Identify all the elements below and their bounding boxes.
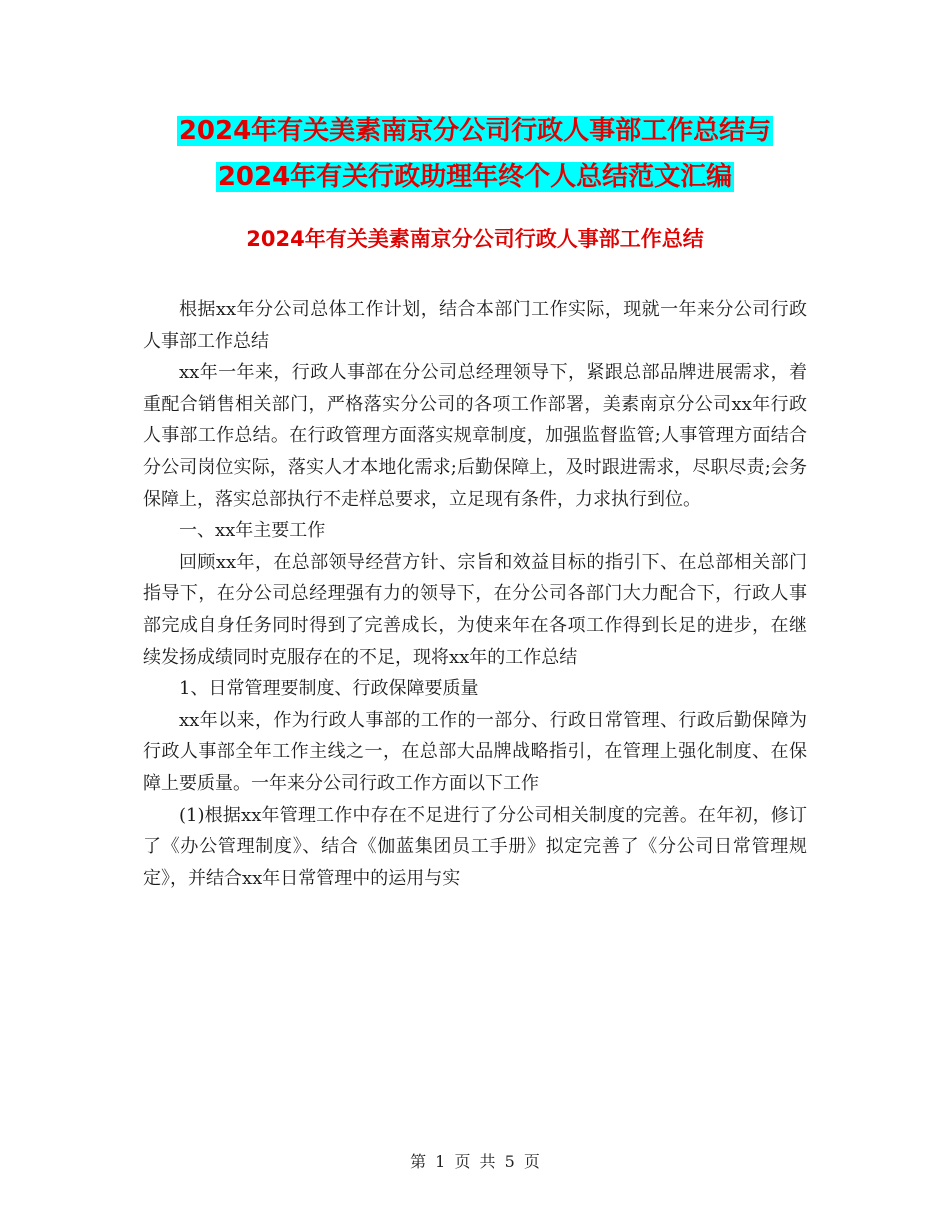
paragraph-3: 一、xx年主要工作 bbox=[179, 520, 326, 542]
main-title-line-1: 2024年有关美素南京分公司行政人事部工作总结与 bbox=[178, 116, 772, 146]
main-title-line-2: 2024年有关行政助理年终个人总结范文汇编 bbox=[217, 162, 733, 192]
page-footer: 第 1 页 共 5 页 bbox=[410, 1152, 540, 1171]
paragraph-1: 根据xx年分公司总体工作计划，结合本部门工作实际，现就一年来分公司行政人事部工作总结 bbox=[143, 299, 807, 352]
paragraph-7: (1)根据xx年管理工作中存在不足进行了分公司相关制度的完善。在年初，修订了《办公管理制度》、结合《伽蓝集团员工手册》拟定完善了《分公司日常管理规定》，并结合xx年日常管理中的运用与实 bbox=[143, 804, 807, 889]
paragraph-6: xx年以来，作为行政人事部的工作的一部分、行政日常管理、行政后勤保障为行政人事部全年工作主线之一，在总部大品牌战略指引，在管理上强化制度、在保障上要质量。一年来分公司行政工作方面以下工作 bbox=[143, 709, 807, 794]
paragraph-4: 回顾xx年，在总部领导经营方针、宗旨和效益目标的指引下、在总部相关部门指导下，在分公司总经理强有力的领导下，在分公司各部门大力配合下，行政人事部完成自身任务同时得到了完善成长，为使来年在各项工作得到长足的进步，在继续发扬成绩同时克服存在的不足，现将xx年的工作总结 bbox=[143, 551, 807, 668]
main-title bbox=[140, 108, 810, 200]
paragraph-2: xx年一年来，行政人事部在分公司总经理领导下，紧跟总部品牌进展需求，着重配合销售相关部门，严格落实分公司的各项工作部署，美素南京分公司xx年行政人事部工作总结。在行政管理方面落实规章制度，加强监督监管;人事管理方面结合分公司岗位实际，落实人才本地化需求;后勤保障上，及时跟进需求，尽职尽责;会务保障上，落实总部执行不走样总要求，立足现有条件，力求执行到位。 bbox=[143, 362, 808, 510]
body-text bbox=[143, 294, 807, 894]
section-title: 2024年有关美素南京分公司行政人事部工作总结 bbox=[246, 227, 704, 251]
paragraph-5: 1、日常管理要制度、行政保障要质量 bbox=[179, 678, 479, 700]
